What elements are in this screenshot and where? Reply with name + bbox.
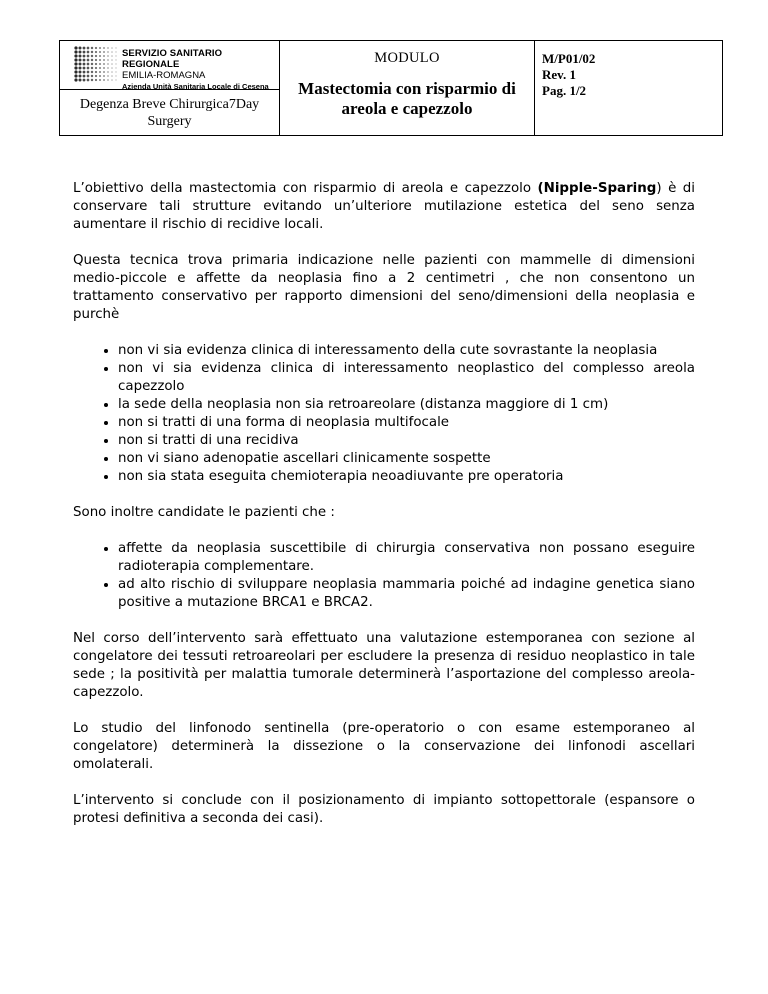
- list-item: • non vi siano adenopatie ascellari clinicamente sospette: [118, 450, 695, 468]
- list-item: • non si tratti di una recidiva: [118, 432, 695, 450]
- header-code-cell: [535, 41, 723, 136]
- list-item: • ad alto rischio di sviluppare neoplasia mammaria poiché ad indagine genetica siano positive a mutazione BRCA1 e BRCA2.: [118, 576, 695, 612]
- paragraph-objective: [73, 180, 695, 234]
- document-codes: [535, 41, 722, 99]
- department-name: Degenza Breve Chirurgica7Day Surgery: [79, 97, 260, 129]
- logo-line-2: EMILIA-ROMAGNA: [122, 70, 206, 81]
- header-logo-cell: [60, 41, 280, 136]
- module-label: MODULO: [374, 50, 440, 66]
- logo-line-3: Azienda Unità Sanitaria Locale di Cesena: [122, 82, 269, 91]
- logo-dot-grid-icon: [74, 46, 118, 84]
- paragraph-implant: L’intervento si conclude con il posizionamento di impianto sottopettorale (espansore o protesi definitiva a seconda dei casi).: [73, 793, 695, 826]
- page-number: Pag. 1/2: [542, 83, 587, 98]
- list-item: • affette da neoplasia suscettibile di chirurgia conservativa non possano eseguire radioterapia complementare.: [118, 540, 695, 576]
- paragraph-intraoperative: Nel corso dell’intervento sarà effettuato una valutazione estemporanea con sezione al congelatore dei tessuti retroareolari per escludere la presenza di residuo neoplastico in tale sede ; la positività per malattia tumorale determinerà l’asportazione del complesso areola-capezzolo.: [73, 631, 695, 700]
- paragraph-candidates: Sono inoltre candidate le pazienti che :: [73, 505, 335, 520]
- logo: [60, 41, 279, 90]
- header-module-cell: [280, 41, 535, 136]
- candidates-list: [73, 540, 695, 612]
- list-item: • non vi sia evidenza clinica di interessamento neoplastico del complesso areola capezzolo: [118, 360, 695, 396]
- document-body: [73, 180, 695, 846]
- logo-text: [122, 48, 279, 92]
- paragraph-objective-end: ) è di conservare tali strutture evitando un’ulteriore mutilazione estetica del seno senza aumentare il rischio di recidive locali.: [73, 181, 695, 232]
- document-title: Mastectomia con risparmio di areola e capezzolo: [298, 79, 516, 118]
- document-header: [59, 40, 723, 136]
- criteria-list: [73, 342, 695, 486]
- list-item: • non si tratti di una forma di neoplasia multifocale: [118, 414, 695, 432]
- document-code: M/P01/02: [542, 51, 596, 66]
- document-revision: Rev. 1: [542, 67, 576, 82]
- paragraph-objective-bold: (Nipple-Sparing: [537, 181, 657, 196]
- paragraph-objective-start: L’obiettivo della mastectomia con risparmio di areola e capezzolo: [73, 181, 538, 196]
- paragraph-sentinel-node: Lo studio del linfonodo sentinella (pre-operatorio o con esame estemporaneo al congelatore) determinerà la dissezione o la conservazione dei linfonodi ascellari omolaterali.: [73, 721, 695, 772]
- list-item: • non sia stata eseguita chemioterapia neoadiuvante pre operatoria: [118, 468, 695, 486]
- paragraph-indications: Questa tecnica trova primaria indicazione nelle pazienti con mammelle di dimensioni medio-piccole e affette da neoplasia fino a 2 centimetri , che non consentono un trattamento conservativo per rapporto dimensioni del seno/dimensioni della neoplasia e purchè: [73, 253, 695, 322]
- logo-line-1: SERVIZIO SANITARIO REGIONALE: [122, 48, 223, 70]
- list-item: • la sede della neoplasia non sia retroareolare (distanza maggiore di 1 cm): [118, 396, 695, 414]
- list-item: • non vi sia evidenza clinica di interessamento della cute sovrastante la neoplasia: [118, 342, 695, 360]
